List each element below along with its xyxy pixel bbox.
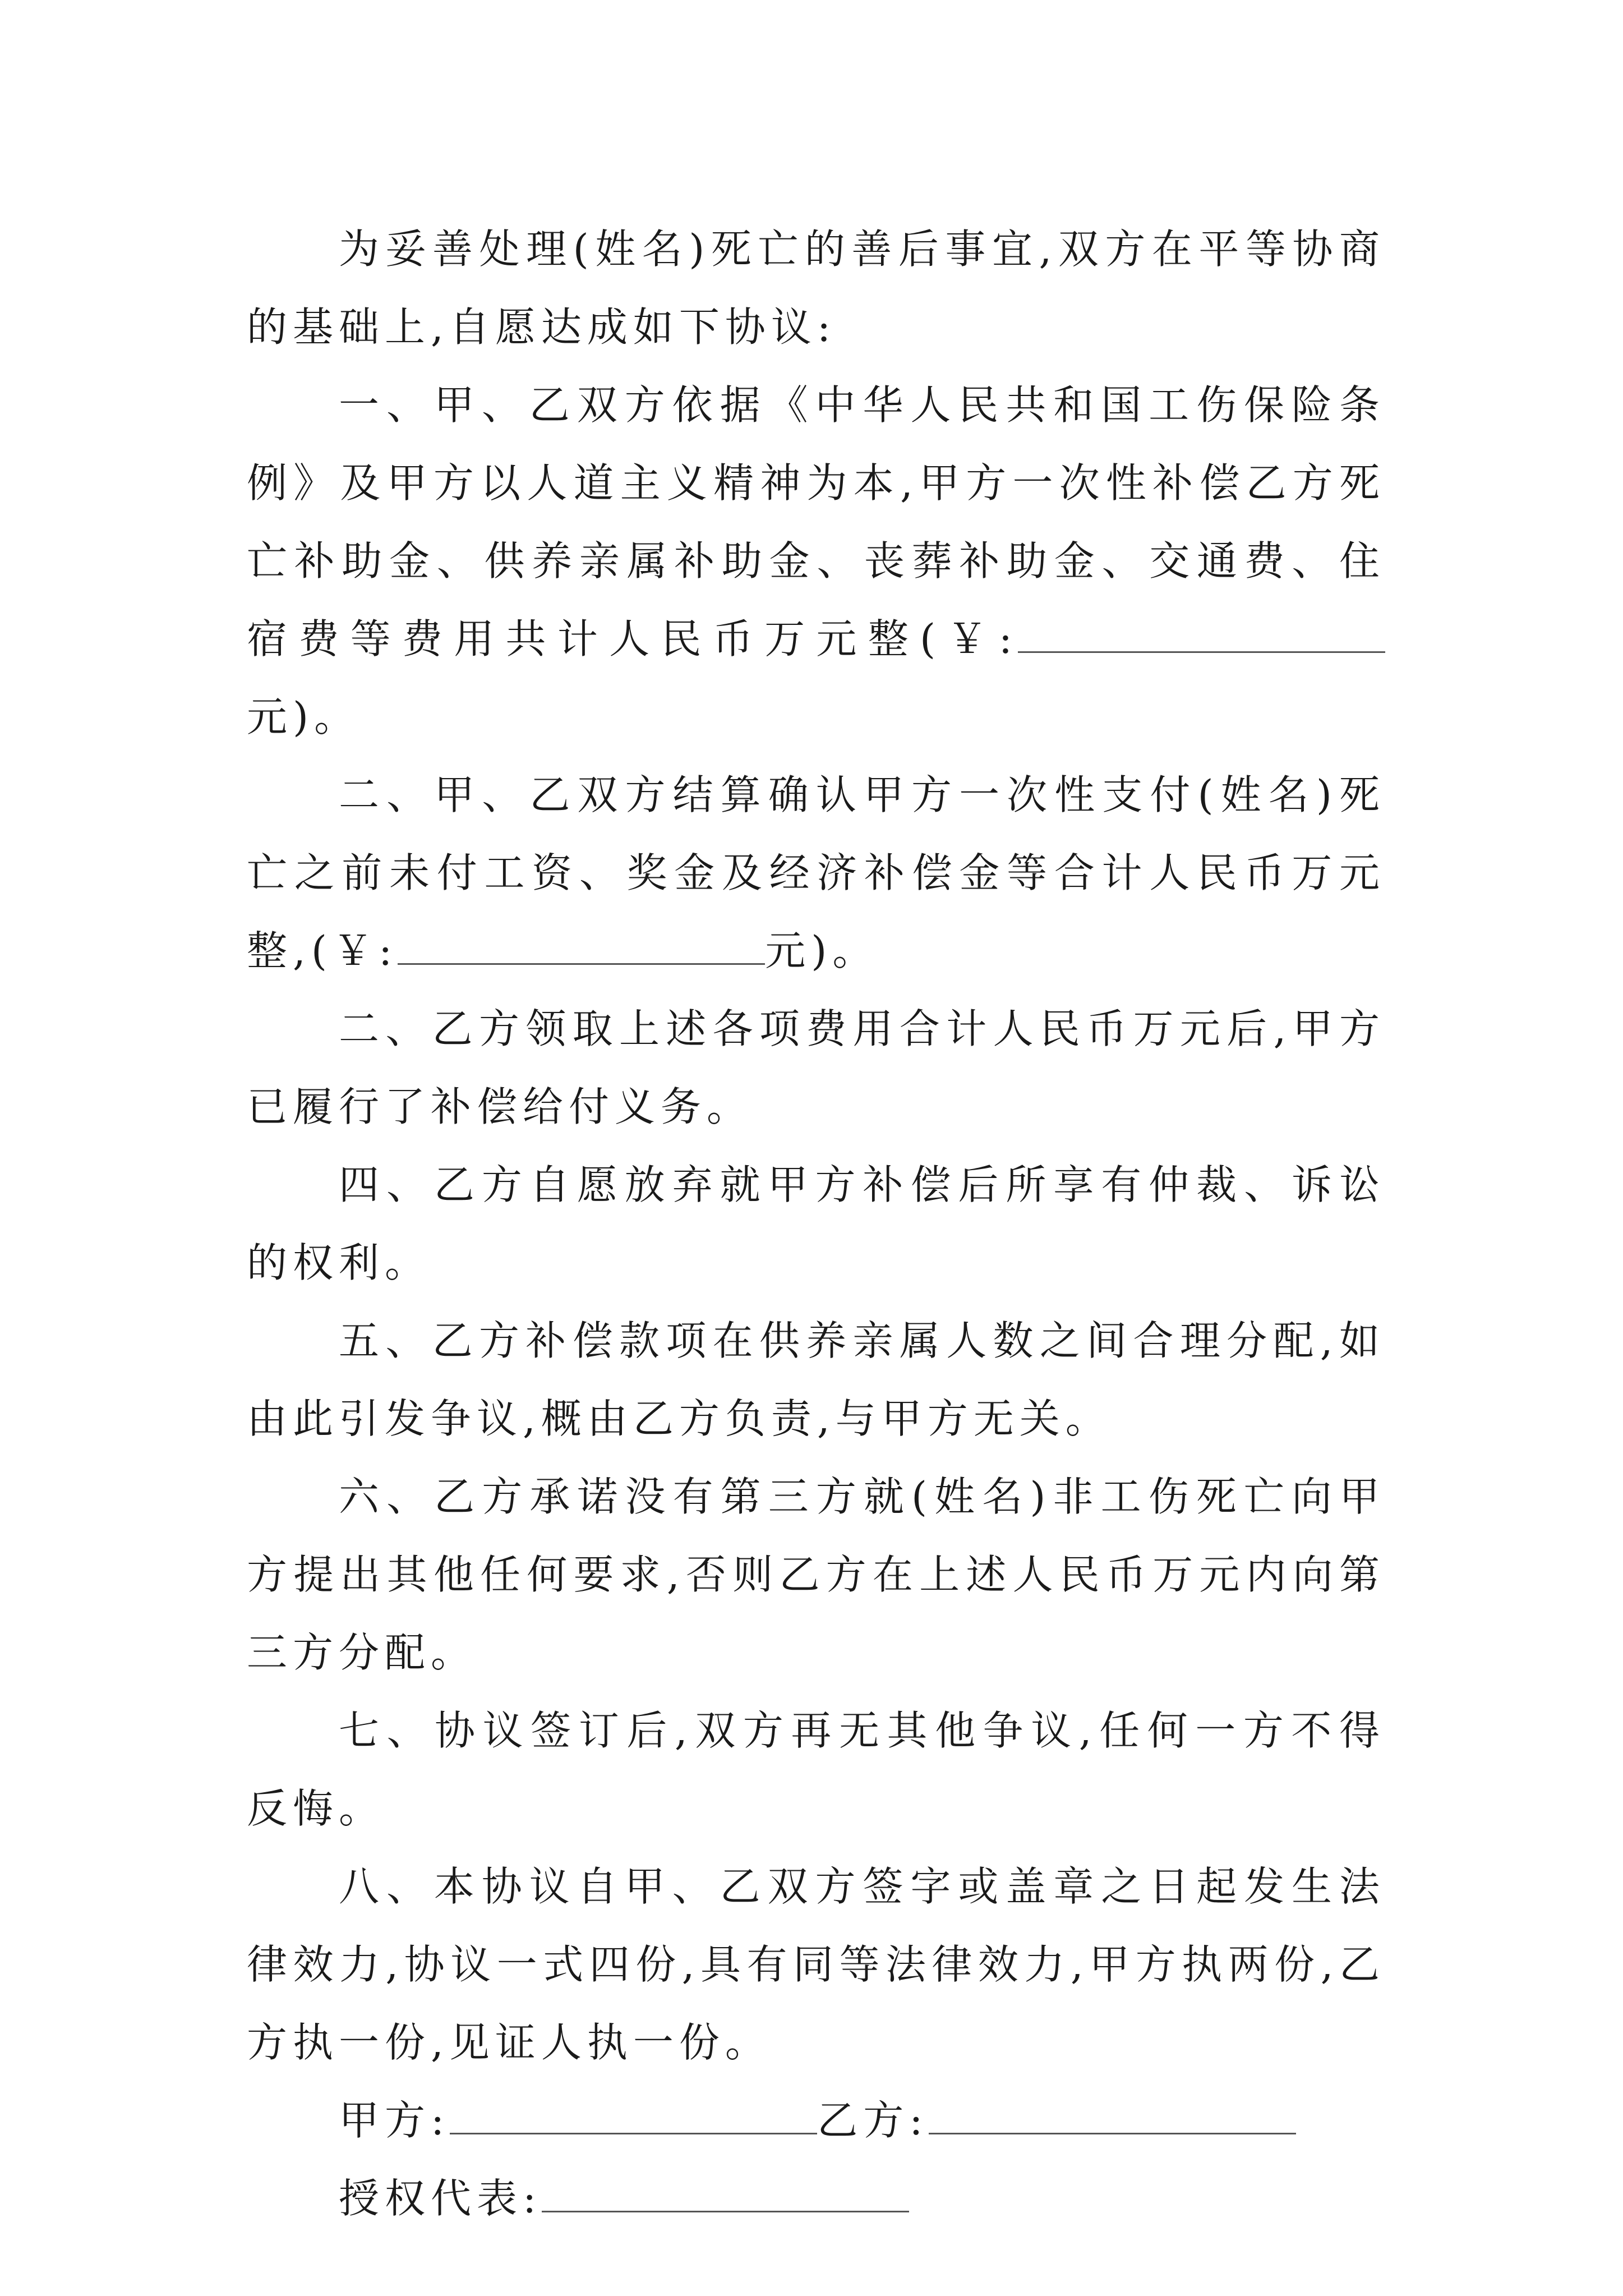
clause-8: 八、本协议自甲、乙双方签字或盖章之日起发生法律效力,协议一式四份,具有同等法律效力,甲方执两份,乙方执一份,见证人执一份。 xyxy=(247,1863,1385,2066)
party-a-signature-blank[interactable] xyxy=(450,2100,817,2134)
clause-1-text: 一、甲、乙双方依据《中华人民共和国工伤保险条例》及甲方以人道主义精神为本,甲方一次性补偿乙方死亡补助金、供养亲属补助金、丧葬补助金、交通费、住宿费等费用共计人民币万元整(￥: xyxy=(247,381,1385,662)
clause-5: 五、乙方补偿款项在供养亲属人数之间合理分配,如由此引发争议,概由乙方负责,与甲方无关。 xyxy=(247,1317,1385,1442)
clause-1 xyxy=(247,366,1385,756)
representative-label: 授权代表: xyxy=(339,2175,542,2222)
clause-4: 四、乙方自愿放弃就甲方补偿后所享有仲裁、诉讼的权利。 xyxy=(247,1161,1385,1286)
party-a-label: 甲方: xyxy=(339,2097,450,2144)
party-signature-line xyxy=(247,2082,1385,2160)
intro-paragraph: 为妥善处理(姓名)死亡的善后事宜,双方在平等协商的基础上,自愿达成如下协议: xyxy=(247,226,1385,351)
agreement-body xyxy=(247,210,1385,2238)
party-b-signature-blank[interactable] xyxy=(929,2100,1296,2134)
amount-blank-1[interactable] xyxy=(1018,619,1385,653)
clause-6: 六、乙方承诺没有第三方就(姓名)非工伤死亡向甲方提出其他任何要求,否则乙方在上述人民币万元内向第三方分配。 xyxy=(247,1473,1385,1676)
clause-2-suffix: 元)。 xyxy=(765,927,879,974)
representative-line xyxy=(247,2160,1385,2238)
clause-2-text: 二、甲、乙双方结算确认甲方一次性支付(姓名)死亡之前未付工资、奖金及经济补偿金等合计人民币万元整,(￥: xyxy=(247,771,1385,974)
clause-1-suffix: 元)。 xyxy=(247,693,361,740)
party-b-label: 乙方: xyxy=(817,2097,929,2144)
clause-7: 七、协议签订后,双方再无其他争议,任何一方不得反悔。 xyxy=(247,1707,1385,1832)
representative-signature-blank[interactable] xyxy=(542,2178,909,2212)
clause-3: 二、乙方领取上述各项费用合计人民币万元后,甲方已履行了补偿给付义务。 xyxy=(247,1005,1385,1130)
amount-blank-2[interactable] xyxy=(398,931,765,965)
clause-2 xyxy=(247,756,1385,990)
